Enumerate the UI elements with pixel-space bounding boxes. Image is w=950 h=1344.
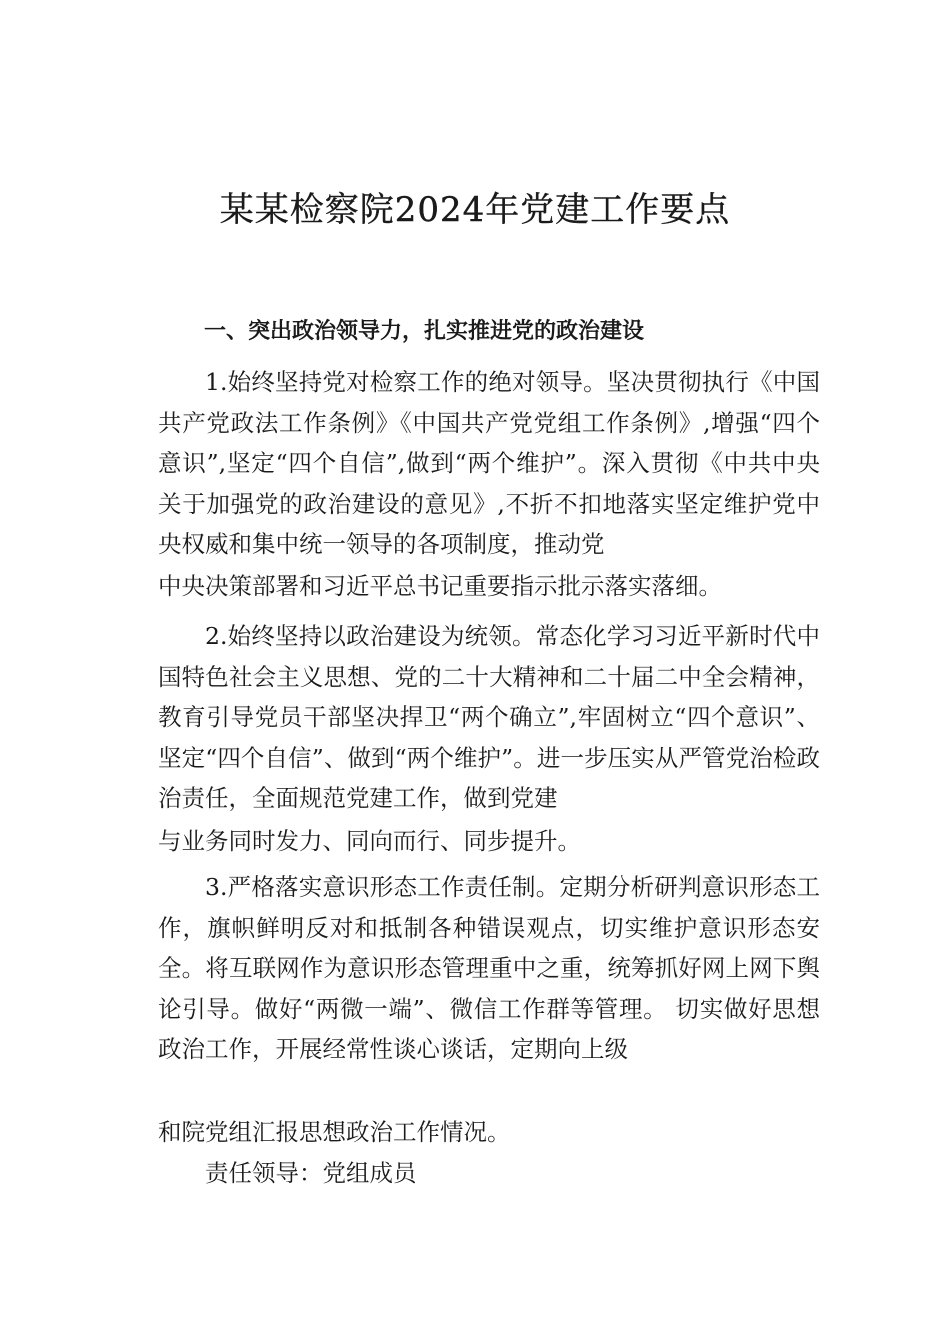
document-title: 某某检察院2024年党建工作要点 <box>219 190 731 230</box>
responsibility-line: 责任领导：党组成员 <box>205 1159 417 1187</box>
paragraph-3-tail: 和院党组汇报思想政治工作情况。 <box>158 1118 511 1146</box>
paragraph-1-tail: 中央决策部署和习近平总书记重要指示批示落实落细。 <box>158 572 722 600</box>
section-heading: 一、突出政治领导力，扎实推进党的政治建设 <box>204 319 645 344</box>
paragraph-1: 1.始终坚持党对检察工作的绝对领导。坚决贯彻执行《中国共产党政法工作条例》《中国共产党党组工作条例》,增强“四个意识”,坚定“四个自信”,做到“两个维护”。深入贯彻《中共中央关于加强党的政治建设的意见》,不折不扣地落实坚定维护党中央权威和集中统一领导的各项制度，推动党 <box>158 368 820 558</box>
paragraph-3: 3.严格落实意识形态工作责任制。定期分析研判意识形态工作，旗帜鲜明反对和抵制各种错误观点，切实维护意识形态安全。将互联网作为意识形态管理重中之重，统筹抓好网上网下舆论引导。做好“两微一端”、微信工作群等管理。 切实做好思想政治工作，开展经常性谈心谈话，定期向上级 <box>158 873 820 1063</box>
paragraph-2: 2.始终坚持以政治建设为统领。常态化学习习近平新时代中国特色社会主义思想、党的二十大精神和二十届二中全会精神，教育引导党员干部坚决捍卫“两个确立”,牢固树立“四个意识”、坚定“四个自信”、做到“两个维护”。进一步压实从严管党治检政治责任，全面规范党建工作，做到党建 <box>158 622 820 812</box>
paragraph-2-tail: 与业务同时发力、同向而行、同步提升。 <box>158 827 581 855</box>
